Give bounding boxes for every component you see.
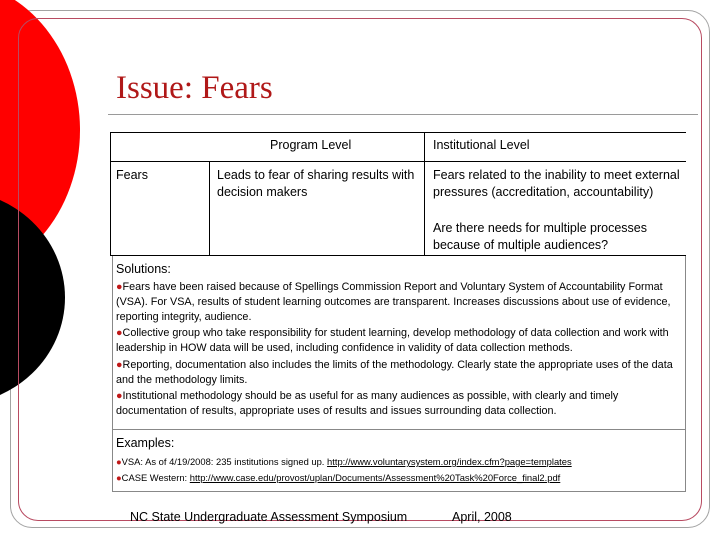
bullet-icon: ● [116,472,122,483]
table-header-institutional-level: Institutional Level [433,138,530,152]
solution-item: ●Reporting, documentation also includes the limits of the methodology. Clearly state the appropriate uses of the data and the methodology limits. [116,359,673,386]
examples-heading: Examples: [116,436,175,450]
table-row-label: Fears [116,168,148,182]
footer-date: April, 2008 [452,510,512,524]
bullet-icon: ● [116,359,123,371]
table-header-program-level: Program Level [270,138,352,152]
table-header-divider [110,161,686,162]
table-col-divider-2 [424,132,425,256]
table-cell-institutional-level-1: Fears related to the inability to meet external pressures (accreditation, accountability) [433,168,680,199]
table-cell-program-level: Leads to fear of sharing results with decision makers [217,168,415,199]
bullet-icon: ● [116,281,123,293]
table-cell-institutional-level-2: Are there needs for multiple processes because of multiple audiences? [433,221,647,252]
example-link-case-western[interactable]: http://www.case.edu/provost/uplan/Documents/Assessment%20Task%20Force_final2.pdf [189,472,561,483]
footer-event: NC State Undergraduate Assessment Symposium [130,510,408,524]
solution-item: ●Fears have been raised because of Spellings Commission Report and Voluntary System of Accountability Format (VSA). For VSA, results of student learning outcomes are transparent. Increases discussions about use of evidence, reporting integrity, audience. [116,281,671,323]
title-underline [108,114,698,115]
table-col-divider-1 [209,161,210,256]
example-item: ●CASE Western: http://www.case.edu/provost/uplan/Documents/Assessment%20Task%20Force_final2.pdf [116,472,561,483]
example-link-vsa[interactable]: http://www.voluntarysystem.org/index.cfm?page=templates [327,456,572,467]
solution-item: ●Institutional methodology should be as useful for as many audiences as possible, with clearly and timely documentation of results, appropriate uses of results and issues surrounding data collection. [116,390,619,417]
example-item: ●VSA: As of 4/19/2008: 235 institutions signed up. http://www.voluntarysystem.org/index.cfm?page=templates [116,456,572,467]
solutions-heading: Solutions: [116,262,171,276]
solution-item: ●Collective group who take responsibility for student learning, develop methodology of data collection and work with leadership in HOW data will be used, including confidence in validity of data collection methods. [116,327,669,354]
slide-title: Issue: Fears [116,70,273,106]
bullet-icon: ● [116,390,123,402]
bullet-icon: ● [116,327,123,339]
bullet-icon: ● [116,456,122,467]
